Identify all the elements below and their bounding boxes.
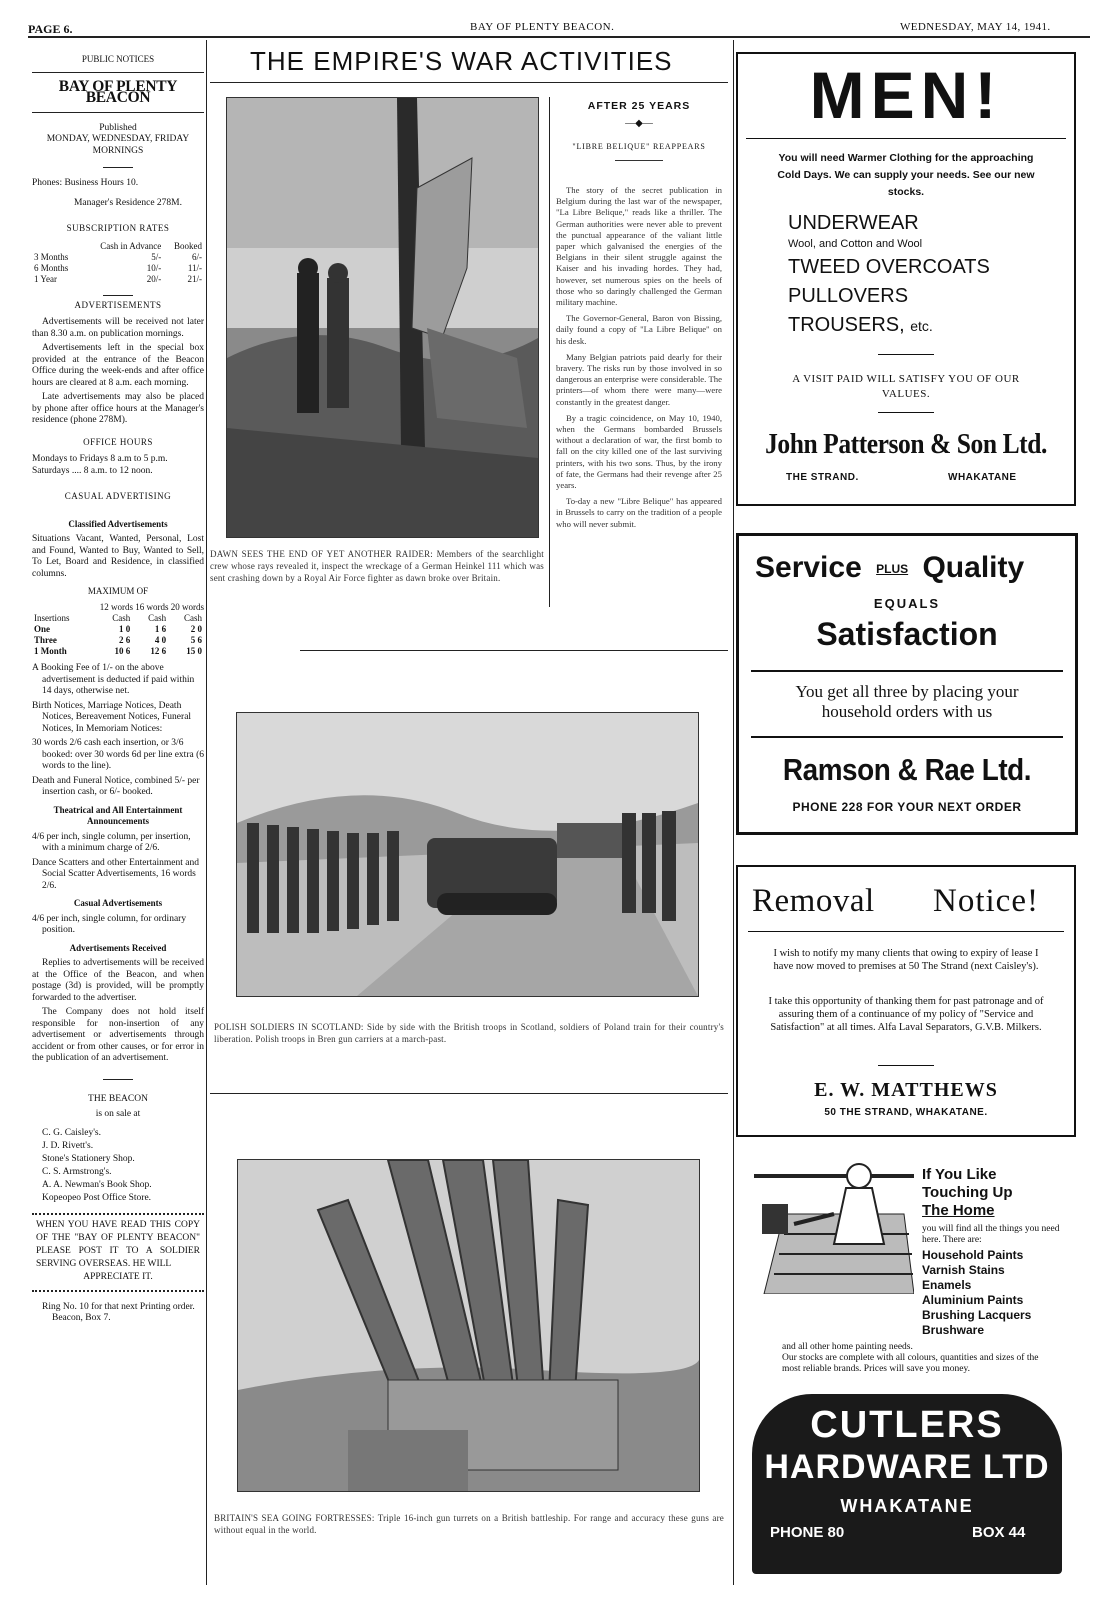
article-subtitle: "LIBRE BELIQUE" REAPPEARS: [572, 142, 706, 151]
headline-rule: [210, 82, 728, 83]
office-hours-weekday: Mondays to Fridays 8 a.m to 5 p.m.: [32, 454, 168, 464]
article-body: [556, 185, 722, 535]
adv-text-2: Advertisements left in the special box provided at the entrance of the Beacon Office during the week-ends and after office hours are cleared at 8 a.m. each morning.: [32, 343, 204, 388]
ad-patterson-trousers: TROUSERS, etc.: [788, 314, 933, 336]
ad-patterson-intro: You will need Warmer Clothing for the approaching Cold Days. We can supply your needs. See our new stocks.: [777, 152, 1035, 198]
ad-patterson-pullovers: PULLOVERS: [788, 285, 909, 307]
ad-patterson-wool: Wool, and Cotton and Wool: [788, 238, 923, 250]
headline: THE EMPIRE'S WAR ACTIVITIES: [250, 46, 673, 76]
adv-text-3: Late advertisements may also be placed by phone after office hours at the Manager's residence (phone 278M).: [32, 392, 204, 425]
issue-date: WEDNESDAY, MAY 14, 1941.: [900, 21, 1051, 33]
ad-ramson-phone: PHONE 228 FOR YOUR NEXT ORDER: [792, 800, 1022, 814]
classified-heading: Classified Advertisements: [68, 518, 168, 529]
section-rule-2: [210, 1093, 728, 1094]
ad-patterson-tweed: TWEED OVERCOATS: [788, 256, 990, 278]
painter-illustration: [754, 1154, 914, 1294]
ad-patterson-company: John Patterson & Son Ltd.: [765, 428, 1047, 460]
ad-ramson-equals: EQUALS: [873, 596, 941, 611]
ad-ramson-company: Ramson & Rae Ltd.: [782, 752, 1032, 787]
received-heading: Advertisements Received: [69, 942, 167, 953]
classified-rates-table: Insertions Cash Cash Cash One 1 0 1 6 2 0 Three 2 6 4 0 5 6 1 Month 10 6 12 6 15 0: [34, 613, 202, 656]
received-text-2: The Company does not hold itself responsible for non-insertion of any advertisement or advertisements through accident or from other causes, or for error in the publication of an advertisement.: [32, 1007, 204, 1063]
appreciate-text: APPRECIATE IT.: [83, 1271, 153, 1282]
thirty-words: 30 words 2/6 cash each insertion, or 3/6 booked: over 30 words 6d per line extra (6 words to the line).: [32, 738, 204, 771]
ad-ramson-rae: [736, 533, 1078, 835]
photo-battleship-guns: [237, 1159, 700, 1492]
article-para-5: To-day a new "Libre Belique" has appeared in Brussels to carry on the tradition of a people who will never submit.: [556, 496, 722, 529]
casual-adv-heading: Casual Advertisements: [73, 898, 163, 908]
ring-notice: Ring No. 10 for that next Printing order. Beacon, Box 7.: [42, 1301, 195, 1323]
ad-patterson-underwear: UNDERWEAR: [788, 212, 919, 234]
caption-heinkel: DAWN SEES THE END OF YET ANOTHER RAIDER: Members of the searchlight crew whose rays revealed it, inspect the wreckage of a German Heinkel 111 which was sent crashing down by a Royal Air Force fighter as dawn broke over Britain.: [210, 549, 544, 583]
article-para-3: Many Belgian patriots paid dearly for their bravery. The risks run by those involved in so dangerous an enterprise were considerable. The printers—of whom there were many—were constantly in the greatest danger.: [556, 351, 722, 407]
phones: Phones: Business Hours 10.: [32, 178, 139, 188]
death-funeral: Death and Funeral Notice, combined 5/- per insertion cash, or 6/- booked.: [32, 775, 200, 797]
public-notices-column: [32, 44, 204, 1328]
ad-cutlers-items: Household Paints Varnish Stains Enamels Aluminium Paints Brushing Lacquers Brushware: [922, 1248, 1032, 1337]
ad-ramson-satisfaction: Satisfaction: [816, 616, 998, 652]
photo-heinkel-wreckage: [226, 97, 539, 538]
ad-cutlers-more: and all other home painting needs.: [782, 1342, 913, 1352]
banner-phone: PHONE 80: [770, 1524, 845, 1541]
adv-text-1: Advertisements will be received not later than 8.30 a.m. on publication mornings.: [32, 317, 204, 339]
ad-removal-title-2: Notice!: [933, 883, 1039, 919]
ad-cutlers: [742, 1150, 1072, 1580]
section-rule-1: [300, 650, 728, 651]
max-words-header: 12 words 16 words 20 words: [99, 601, 204, 612]
beacon-heading: THE BEACON: [88, 1093, 148, 1104]
published-label: Published: [99, 122, 137, 133]
ad-cutlers-find: you will find all the things you need here. There are:: [922, 1224, 1060, 1245]
ad-removal-p2: I take this opportunity of thanking them for past patronage and of assuring them of a continuance of my policy of "Service and Satisfaction" at all times. Alfa Laval Separators, G.V.B. Milkers.: [768, 996, 1044, 1033]
birth-notices: Birth Notices, Marriage Notices, Death Notices, Bereavement Notices, Funeral Notices, In Memoriam Notices:: [32, 700, 192, 734]
article-para-2: The Governor-General, Baron von Bissing, daily found a copy of "La Libre Belique" on his desk.: [556, 313, 722, 346]
article-title: AFTER 25 YEARS: [587, 100, 691, 112]
casual-advertising-heading: CASUAL ADVERTISING: [64, 491, 172, 501]
ad-patterson-title: MEN!: [809, 58, 1003, 132]
masthead: BAY OF PLENTY BEACON: [58, 77, 178, 106]
ad-cutlers-stocks: Our stocks are complete with all colours, quantities and sizes of the most reliable brands. Prices will save you money.: [782, 1353, 1039, 1374]
sellers-list: C. G. Caisley's. J. D. Rivett's. Stone's Stationery Shop. C. S. Armstrong's. A. A. Newman's Book Shop. Kopeopeo Post Office Store.: [42, 1127, 152, 1203]
ad-cutlers-touching: Touching Up: [922, 1184, 1013, 1201]
manager-phone: Manager's Residence 278M.: [73, 197, 182, 208]
paper-name: BAY OF PLENTY BEACON.: [470, 21, 615, 33]
banner-cutlers: CUTLERS: [810, 1404, 1004, 1446]
advertisements-heading: ADVERTISEMENTS: [74, 299, 162, 310]
booking-fee: A Booking Fee of 1/- on the above advertisement is deducted if paid within 14 days, otherwise net.: [32, 663, 195, 696]
subscription-table: Cash in Advance Booked 3 Months 5/- 6/- 6 Months 10/- 11/- 1 Year 20/- 21/-: [34, 240, 202, 284]
article-para-1: The story of the secret publication in Belgium during the last war of the newspaper, "La Libre Belique," reads like a thriller. The German authorities were never able to prevent the punctual appearance of the valiant little paper which galvanised the energies of the Belgians in their silent struggle against the Kaiser and his invading hordes. They had, however, set numerous spies on the heels of those who so daringly challenged the German military machine.: [556, 185, 722, 308]
ad-patterson-town: WHAKATANE: [948, 472, 1017, 483]
column-rule-right: [733, 40, 734, 1585]
article-divider: [549, 97, 550, 607]
photo-polish-soldiers: [236, 712, 699, 997]
ad-patterson-visit: A VISIT PAID WILL SATISFY YOU OF OUR VALUES.: [792, 373, 1020, 400]
received-text-1: Replies to advertisements will be received at the Office of the Beacon, and when postage (3d) is provided, will be promptly forwarded to the advertiser.: [32, 958, 204, 1003]
banner-whakatane: WHAKATANE: [840, 1496, 974, 1516]
ad-patterson-strand: THE STRAND.: [786, 472, 859, 483]
ad-removal-p1: I wish to notify my many clients that owing to expiry of lease I have now moved to premises at 50 The Strand (next Caisley's).: [773, 948, 1039, 972]
maximum-heading: MAXIMUM OF: [87, 586, 149, 596]
published-days: MONDAY, WEDNESDAY, FRIDAY MORNINGS: [46, 134, 190, 156]
public-notices-heading: PUBLIC NOTICES: [81, 54, 155, 64]
ad-removal-title-1: Removal: [752, 883, 875, 919]
article-ornament: —◆—: [625, 118, 653, 129]
theatrical-text: 4/6 per inch, single column, per insertion, with a minimum charge of 2/6.: [32, 831, 191, 853]
cutlers-banner: [752, 1394, 1062, 1574]
column-rule-left: [206, 40, 207, 1585]
ad-removal-address: 50 THE STRAND, WHAKATANE.: [824, 1107, 988, 1118]
ad-removal-notice: [736, 865, 1076, 1137]
theatrical-heading: Theatrical and All Entertainment Announcements: [53, 804, 183, 826]
ad-ramson-service: Service PLUS Quality: [755, 551, 1025, 584]
classified-text: Situations Vacant, Wanted, Personal, Lost and Found, Wanted to Buy, Wanted to Sell, To Let, Board and Residence, in classified columns.: [32, 534, 204, 579]
article-para-4: By a tragic coincidence, on May 10, 1940, when the Germans bombarded Brussels without a declaration of war, the first bomb to fall on the city killed one of the last surviving printers, with his two sons. Thus, by the irony of fate, the Germans had their revenge after 25 years.: [556, 412, 722, 491]
page-number: PAGE 6.: [28, 22, 73, 36]
ad-patterson: [736, 52, 1076, 506]
caption-polish: POLISH SOLDIERS IN SCOTLAND: Side by side with the British troops in Scotland, soldiers of Poland train for their country's liberation. Polish troops in Bren gun carriers at a march-past.: [214, 1022, 724, 1044]
banner-box: BOX 44: [972, 1524, 1026, 1541]
ad-ramson-body: You get all three by placing your household orders with us: [795, 682, 1019, 721]
dance-text: Dance Scatters and other Entertainment and Social Scatter Advertisements, 16 words 2/6.: [32, 857, 199, 891]
subscription-heading: SUBSCRIPTION RATES: [66, 223, 170, 233]
office-hours-saturday: Saturdays .... 8 a.m. to 12 noon.: [32, 465, 153, 476]
ad-removal-name: E. W. MATTHEWS: [814, 1079, 998, 1101]
office-hours-heading: OFFICE HOURS: [83, 436, 153, 447]
banner-hardware: HARDWARE LTD: [764, 1448, 1050, 1486]
when-read-notice: WHEN YOU HAVE READ THIS COPY OF THE "BAY OF PLENTY BEACON" PLEASE POST IT TO A SOLDIER SERVING OVERSEAS. HE WILL: [36, 1219, 200, 1269]
ad-cutlers-home: The Home: [922, 1202, 995, 1219]
header-rule: [28, 36, 1090, 38]
caption-battleship: BRITAIN'S SEA GOING FORTRESSES: Triple 16-inch gun turrets on a British battleship. For range and accuracy these guns are without equal in the world.: [214, 1513, 724, 1535]
on-sale: is on sale at: [95, 1109, 141, 1119]
ad-cutlers-if-you: If You Like: [922, 1166, 997, 1183]
casual-adv-text: 4/6 per inch, single column, for ordinary position.: [32, 913, 187, 935]
